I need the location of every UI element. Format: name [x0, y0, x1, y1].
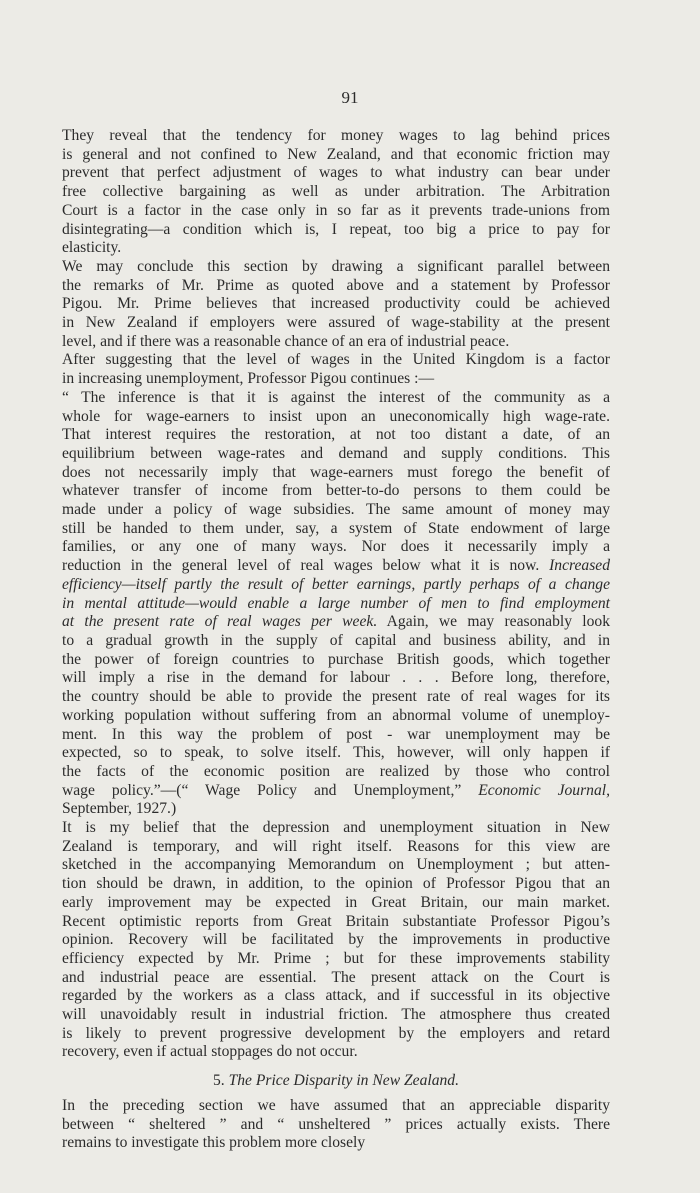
text-line: the power of foreign countries to purchase British goods, which together [62, 650, 610, 668]
italic-segment: at the present rate of real wages per week. [62, 613, 378, 631]
text-line: tion should be drawn, in addition, to the opinion of Professor Pigou that an [62, 875, 610, 893]
page-number: 91 [341, 88, 359, 107]
text-line: whole for wage-earners to insist upon an uneconomically high wage-rate. [62, 407, 610, 425]
paragraph-2 [62, 258, 610, 352]
paragraph-3 [62, 351, 610, 388]
text-line: Court is a factor in the case only in so far as it prevents trade-unions from [62, 201, 610, 219]
text-line: After suggesting that the level of wages in the United Kingdom is a factor [62, 351, 610, 369]
text-line: is general and not confined to New Zealand, and that economic friction may [62, 145, 610, 163]
italic-line [62, 576, 610, 595]
text-line: We may conclude this section by drawing a significant parallel between [62, 257, 610, 275]
text-line: regarded by the workers as a class attack, and if successful in its objective [62, 987, 610, 1005]
text-line: whatever transfer of income from better-to-do persons to them could be [62, 482, 610, 500]
text-line: working population without suffering from an abnormal volume of unemploy- [62, 706, 610, 724]
text-line: ment. In this way the problem of post - war unemployment may be [62, 725, 610, 743]
text-line: the country should be able to provide the present rate of real wages for its [62, 688, 610, 706]
text-segment: reduction in the general level of real wages below what it is now. [62, 557, 540, 575]
text-line: will unavoidably result in industrial friction. The atmosphere thus created [62, 1006, 610, 1024]
text-line: sketched in the accompanying Memorandum on Unemployment ; but atten- [62, 856, 610, 874]
text-line: prevent that perfect adjustment of wages to what industry can bear under [62, 164, 610, 182]
body-text [62, 127, 610, 1153]
final-paragraph [62, 1097, 610, 1153]
text-line: equilibrium between wage-rates and demand and supply conditions. This [62, 444, 610, 462]
text-line: in increasing unemployment, Professor Pigou continues :— [62, 370, 435, 388]
text-line: Pigou. Mr. Prime believes that increased productivity could be achieved [62, 295, 610, 313]
text-line: Zealand is temporary, and will right itself. Reasons for this view are [62, 837, 610, 855]
text-line: will imply a rise in the demand for labour . . . Before long, therefore, [62, 669, 610, 687]
section-heading [62, 1072, 610, 1091]
text-line: does not necessarily imply that wage-earners must forego the benefit of [62, 463, 610, 481]
italic-segment: Increased [549, 557, 610, 575]
citation-date: September, 1927.) [62, 800, 177, 818]
section-title: The Price Disparity in New Zealand. [228, 1072, 460, 1090]
text-line: and industrial peace are essential. The present attack on the Court is [62, 968, 610, 986]
text-line: They reveal that the tendency for money wages to lag behind prices [62, 127, 610, 144]
paragraph-1 [62, 127, 610, 258]
text-line: “ The inference is that it is against the interest of the community as a [62, 388, 610, 406]
quotation-paragraph [62, 389, 610, 819]
text-line: the remarks of Mr. Prime as quoted above and a statement by Professor [62, 276, 610, 294]
italic-segment: in mental attitude—would enable a large number of men to find employment [62, 594, 610, 612]
text-segment: Again, we may reasonably look [386, 613, 610, 631]
text-line: opinion. Recovery will be facilitated by the improvements in productive [62, 931, 610, 949]
text-line: made under a policy of wage subsidies. The same amount of money may [62, 501, 610, 519]
italic-segment: efficiency—itself partly the result of better earnings, partly perhaps of a change [62, 575, 610, 593]
text-line: Recent optimistic reports from Great Britain substantiate Professor Pigou’s [62, 912, 610, 930]
text-line: elasticity. [62, 239, 122, 257]
text-line: In the preceding section we have assumed that an appreciable disparity [62, 1096, 610, 1114]
text-line-mixed [62, 613, 610, 632]
text-line: is likely to prevent progressive development by the employers and retard [62, 1024, 610, 1042]
text-line: families, or any one of many ways. Nor does it necessarily imply a [62, 538, 610, 556]
text-line: early improvement may be expected in Great Britain, our main market. [62, 893, 610, 911]
section-number: 5. [212, 1072, 225, 1090]
text-line: It is my belief that the depression and unemployment situation in New [62, 819, 610, 837]
text-line: to a gradual growth in the supply of capital and business ability, and in [62, 631, 610, 649]
text-line: in New Zealand if employers were assured of wage-stability at the present [62, 314, 610, 332]
text-line: disintegrating—a condition which is, I repeat, too big a price to pay for [62, 220, 610, 238]
text-line: level, and if there was a reasonable chance of an era of industrial peace. [62, 332, 510, 350]
citation-line [62, 782, 610, 801]
text-line: remains to investigate this problem more closely [62, 1134, 366, 1152]
text-line: the facts of the economic position are realized by those who control [62, 762, 610, 780]
italic-line [62, 595, 610, 614]
text-line: free collective bargaining as well as under arbitration. The Arbitration [62, 183, 610, 201]
text-line: That interest requires the restoration, at not too distant a date, of an [62, 426, 610, 444]
text-line-mixed [62, 557, 610, 576]
paragraph-5 [62, 819, 610, 1062]
text-line: recovery, even if actual stoppages do not occur. [62, 1043, 358, 1061]
text-line: still be handed to them under, say, a system of State endowment of large [62, 519, 610, 537]
citation-text: wage policy.”—(“ Wage Policy and Unemployment,” [62, 781, 462, 799]
text-line: efficiency expected by Mr. Prime ; but for these improvements stability [62, 949, 610, 967]
text-line: expected, so to speak, to solve itself. This, however, will only happen if [62, 744, 610, 762]
text-line: between “ sheltered ” and “ unsheltered ” prices actually exists. There [62, 1115, 610, 1133]
journal-title: Economic Journal, [478, 781, 610, 799]
